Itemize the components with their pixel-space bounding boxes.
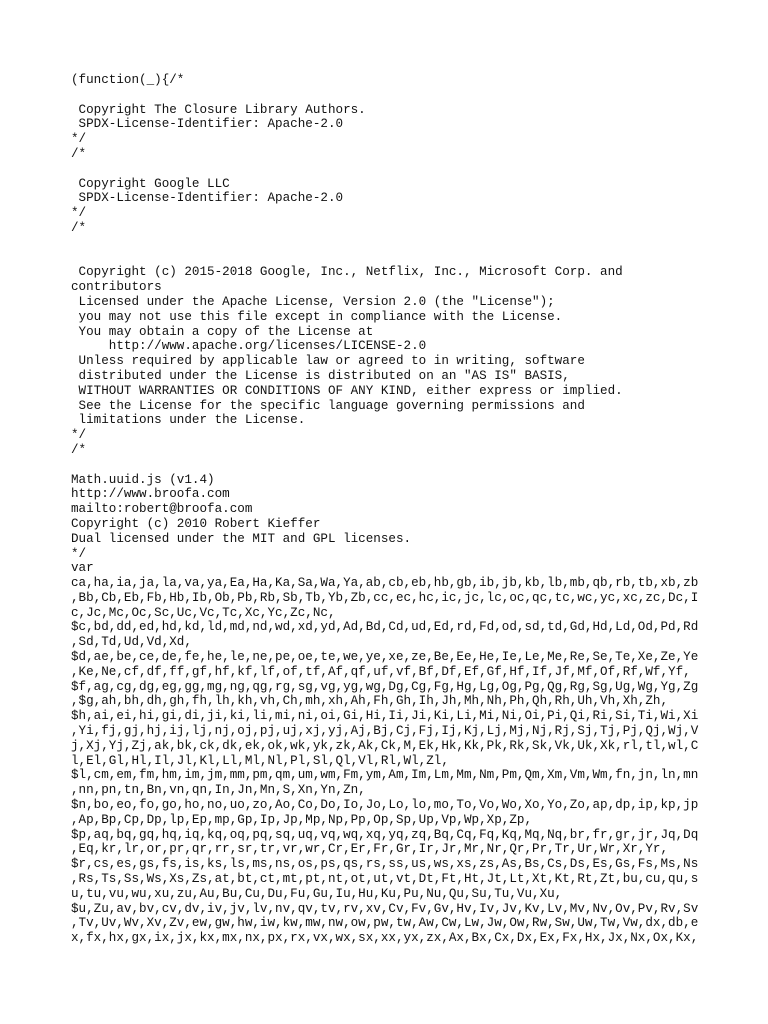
code-line: WITHOUT WARRANTIES OR CONDITIONS OF ANY KIND, either express or implied. [71,383,623,398]
code-line: /* [71,442,87,457]
code-line: ,Bb,Cb,Eb,Fb,Hb,Ib,Ob,Pb,Rb,Sb,Tb,Yb,Zb,cc,ec,hc,ic,jc,lc,oc,qc,tc,wc,yc,xc,zc,Dc,I [71,590,699,605]
code-line: /* [71,146,87,161]
code-line: Dual licensed under the MIT and GPL licenses. [71,531,412,546]
code-line: distributed under the License is distributed on an "AS IS" BASIS, [71,368,570,383]
source-code-text [71,73,701,946]
code-line: /* [71,220,87,235]
code-line: You may obtain a copy of the License at [71,324,374,339]
code-line: See the License for the specific language governing permissions and [71,398,585,413]
code-line: u,tu,vu,wu,xu,zu,Au,Bu,Cu,Du,Fu,Gu,Iu,Hu,Ku,Pu,Nu,Qu,Su,Tu,Vu,Xu, [71,886,563,901]
code-line: ca,ha,ia,ja,la,va,ya,Ea,Ha,Ka,Sa,Wa,Ya,ab,cb,eb,hb,gb,ib,jb,kb,lb,mb,qb,rb,tb,xb,zb [71,576,699,591]
code-line: */ [71,428,87,443]
document-page [71,73,701,1013]
code-line: http://www.apache.org/licenses/LICENSE-2.0 [71,339,427,354]
code-line: $l,cm,em,fm,hm,im,jm,mm,pm,qm,um,wm,Fm,ym,Am,Im,Lm,Mm,Nm,Pm,Qm,Xm,Vm,Wm,fn,jn,ln,mn [71,768,699,783]
code-line: $p,aq,bq,gq,hq,iq,kq,oq,pq,sq,uq,vq,wq,xq,yq,zq,Bq,Cq,Fq,Kq,Mq,Nq,br,fr,gr,jr,Jq,Dq [71,827,699,842]
code-line: Copyright The Closure Library Authors. [71,102,366,117]
code-line: Copyright Google LLC [71,176,230,191]
code-line: Math.uuid.js (v1.4) [71,472,215,487]
code-line: ,nn,pn,tn,Bn,vn,qn,In,Jn,Mn,S,Xn,Yn,Zn, [71,783,366,798]
code-line: x,fx,hx,gx,ix,jx,kx,mx,nx,px,rx,vx,wx,sx,xx,yx,zx,Ax,Bx,Cx,Dx,Ex,Fx,Hx,Jx,Nx,Ox,Kx, [71,931,699,946]
code-line: SPDX-License-Identifier: Apache-2.0 [71,117,344,132]
code-line: ,Ap,Bp,Cp,Dp,lp,Ep,mp,Gp,Ip,Jp,Mp,Np,Pp,Op,Sp,Up,Vp,Wp,Xp,Zp, [71,812,533,827]
code-line: you may not use this file except in compliance with the License. [71,309,563,324]
code-line: l,El,Gl,Hl,Il,Jl,Kl,Ll,Ml,Nl,Pl,Sl,Ql,Vl,Rl,Wl,Zl, [71,753,449,768]
code-line: j,Xj,Yj,Zj,ak,bk,ck,dk,ek,ok,wk,yk,zk,Ak,Ck,M,Ek,Hk,Kk,Pk,Rk,Sk,Vk,Uk,Xk,rl,tl,wl,C [71,738,699,753]
code-line: Copyright (c) 2015-2018 Google, Inc., Netflix, Inc., Microsoft Corp. and [71,265,623,280]
code-line: http://www.broofa.com [71,487,230,502]
code-line: */ [71,546,87,561]
code-line: c,Jc,Mc,Oc,Sc,Uc,Vc,Tc,Xc,Yc,Zc,Nc, [71,605,336,620]
code-line: ,Yi,fj,gj,hj,ij,lj,nj,oj,pj,uj,xj,yj,Aj,Bj,Cj,Fj,Ij,Kj,Lj,Mj,Nj,Rj,Sj,Tj,Pj,Qj,Wj,V [71,724,699,739]
code-line: contributors [71,280,162,295]
code-line: ,Rs,Ts,Ss,Ws,Xs,Zs,at,bt,ct,mt,pt,nt,ot,ut,vt,Dt,Ft,Ht,Jt,Lt,Xt,Kt,Rt,Zt,bu,cu,qu,s [71,872,699,887]
code-line: SPDX-License-Identifier: Apache-2.0 [71,191,344,206]
code-line: mailto:robert@broofa.com [71,502,253,517]
code-line: ,Ke,Ne,cf,df,ff,gf,hf,kf,lf,of,tf,Af,qf,uf,vf,Bf,Df,Ef,Gf,Hf,If,Jf,Mf,Of,Rf,Wf,Yf, [71,664,691,679]
code-line: limitations under the License. [71,413,306,428]
code-line: $u,Zu,av,bv,cv,dv,iv,jv,lv,nv,qv,tv,rv,xv,Cv,Fv,Gv,Hv,Iv,Jv,Kv,Lv,Mv,Nv,Ov,Pv,Rv,Sv [71,901,699,916]
code-line: $n,bo,eo,fo,go,ho,no,uo,zo,Ao,Co,Do,Io,Jo,Lo,lo,mo,To,Vo,Wo,Xo,Yo,Zo,ap,dp,ip,kp,jp [71,798,699,813]
code-line: ,Tv,Uv,Wv,Xv,Zv,ew,gw,hw,iw,kw,mw,nw,ow,pw,tw,Aw,Cw,Lw,Jw,Ow,Rw,Sw,Uw,Tw,Vw,dx,db,e [71,916,699,931]
code-line: $f,ag,cg,dg,eg,gg,mg,ng,qg,rg,sg,vg,yg,wg,Dg,Cg,Fg,Hg,Lg,Og,Pg,Qg,Rg,Sg,Ug,Wg,Yg,Zg [71,679,699,694]
code-line: $c,bd,dd,ed,hd,kd,ld,md,nd,wd,xd,yd,Ad,Bd,Cd,ud,Ed,rd,Fd,od,sd,td,Gd,Hd,Ld,Od,Pd,Rd [71,620,699,635]
code-line: Licensed under the Apache License, Version 2.0 (the "License"); [71,294,555,309]
code-line: */ [71,206,87,221]
code-line: ,Sd,Td,Ud,Vd,Xd, [71,635,192,650]
code-line: Unless required by applicable law or agreed to in writing, software [71,354,585,369]
code-line: (function(_){/* [71,73,185,87]
code-line: $h,ai,ei,hi,gi,di,ji,ki,li,mi,ni,oi,Gi,Hi,Ii,Ji,Ki,Li,Mi,Ni,Oi,Pi,Qi,Ri,Si,Ti,Wi,Xi [71,709,699,724]
code-line: var [71,561,94,576]
code-line: $d,ae,be,ce,de,fe,he,le,ne,pe,oe,te,we,ye,xe,ze,Be,Ee,He,Ie,Le,Me,Re,Se,Te,Xe,Ze,Ye [71,650,699,665]
code-line: ,Eq,kr,lr,or,pr,qr,rr,sr,tr,vr,wr,Cr,Er,Fr,Gr,Ir,Jr,Mr,Nr,Qr,Pr,Tr,Ur,Wr,Xr,Yr, [71,842,669,857]
code-line: ,$g,ah,bh,dh,gh,fh,lh,kh,vh,Ch,mh,xh,Ah,Fh,Gh,Ih,Jh,Mh,Nh,Ph,Qh,Rh,Uh,Vh,Xh,Zh, [71,694,669,709]
code-line: */ [71,132,87,147]
code-line: $r,cs,es,gs,fs,is,ks,ls,ms,ns,os,ps,qs,rs,ss,us,ws,xs,zs,As,Bs,Cs,Ds,Es,Gs,Fs,Ms,Ns [71,857,699,872]
code-line: Copyright (c) 2010 Robert Kieffer [71,516,321,531]
